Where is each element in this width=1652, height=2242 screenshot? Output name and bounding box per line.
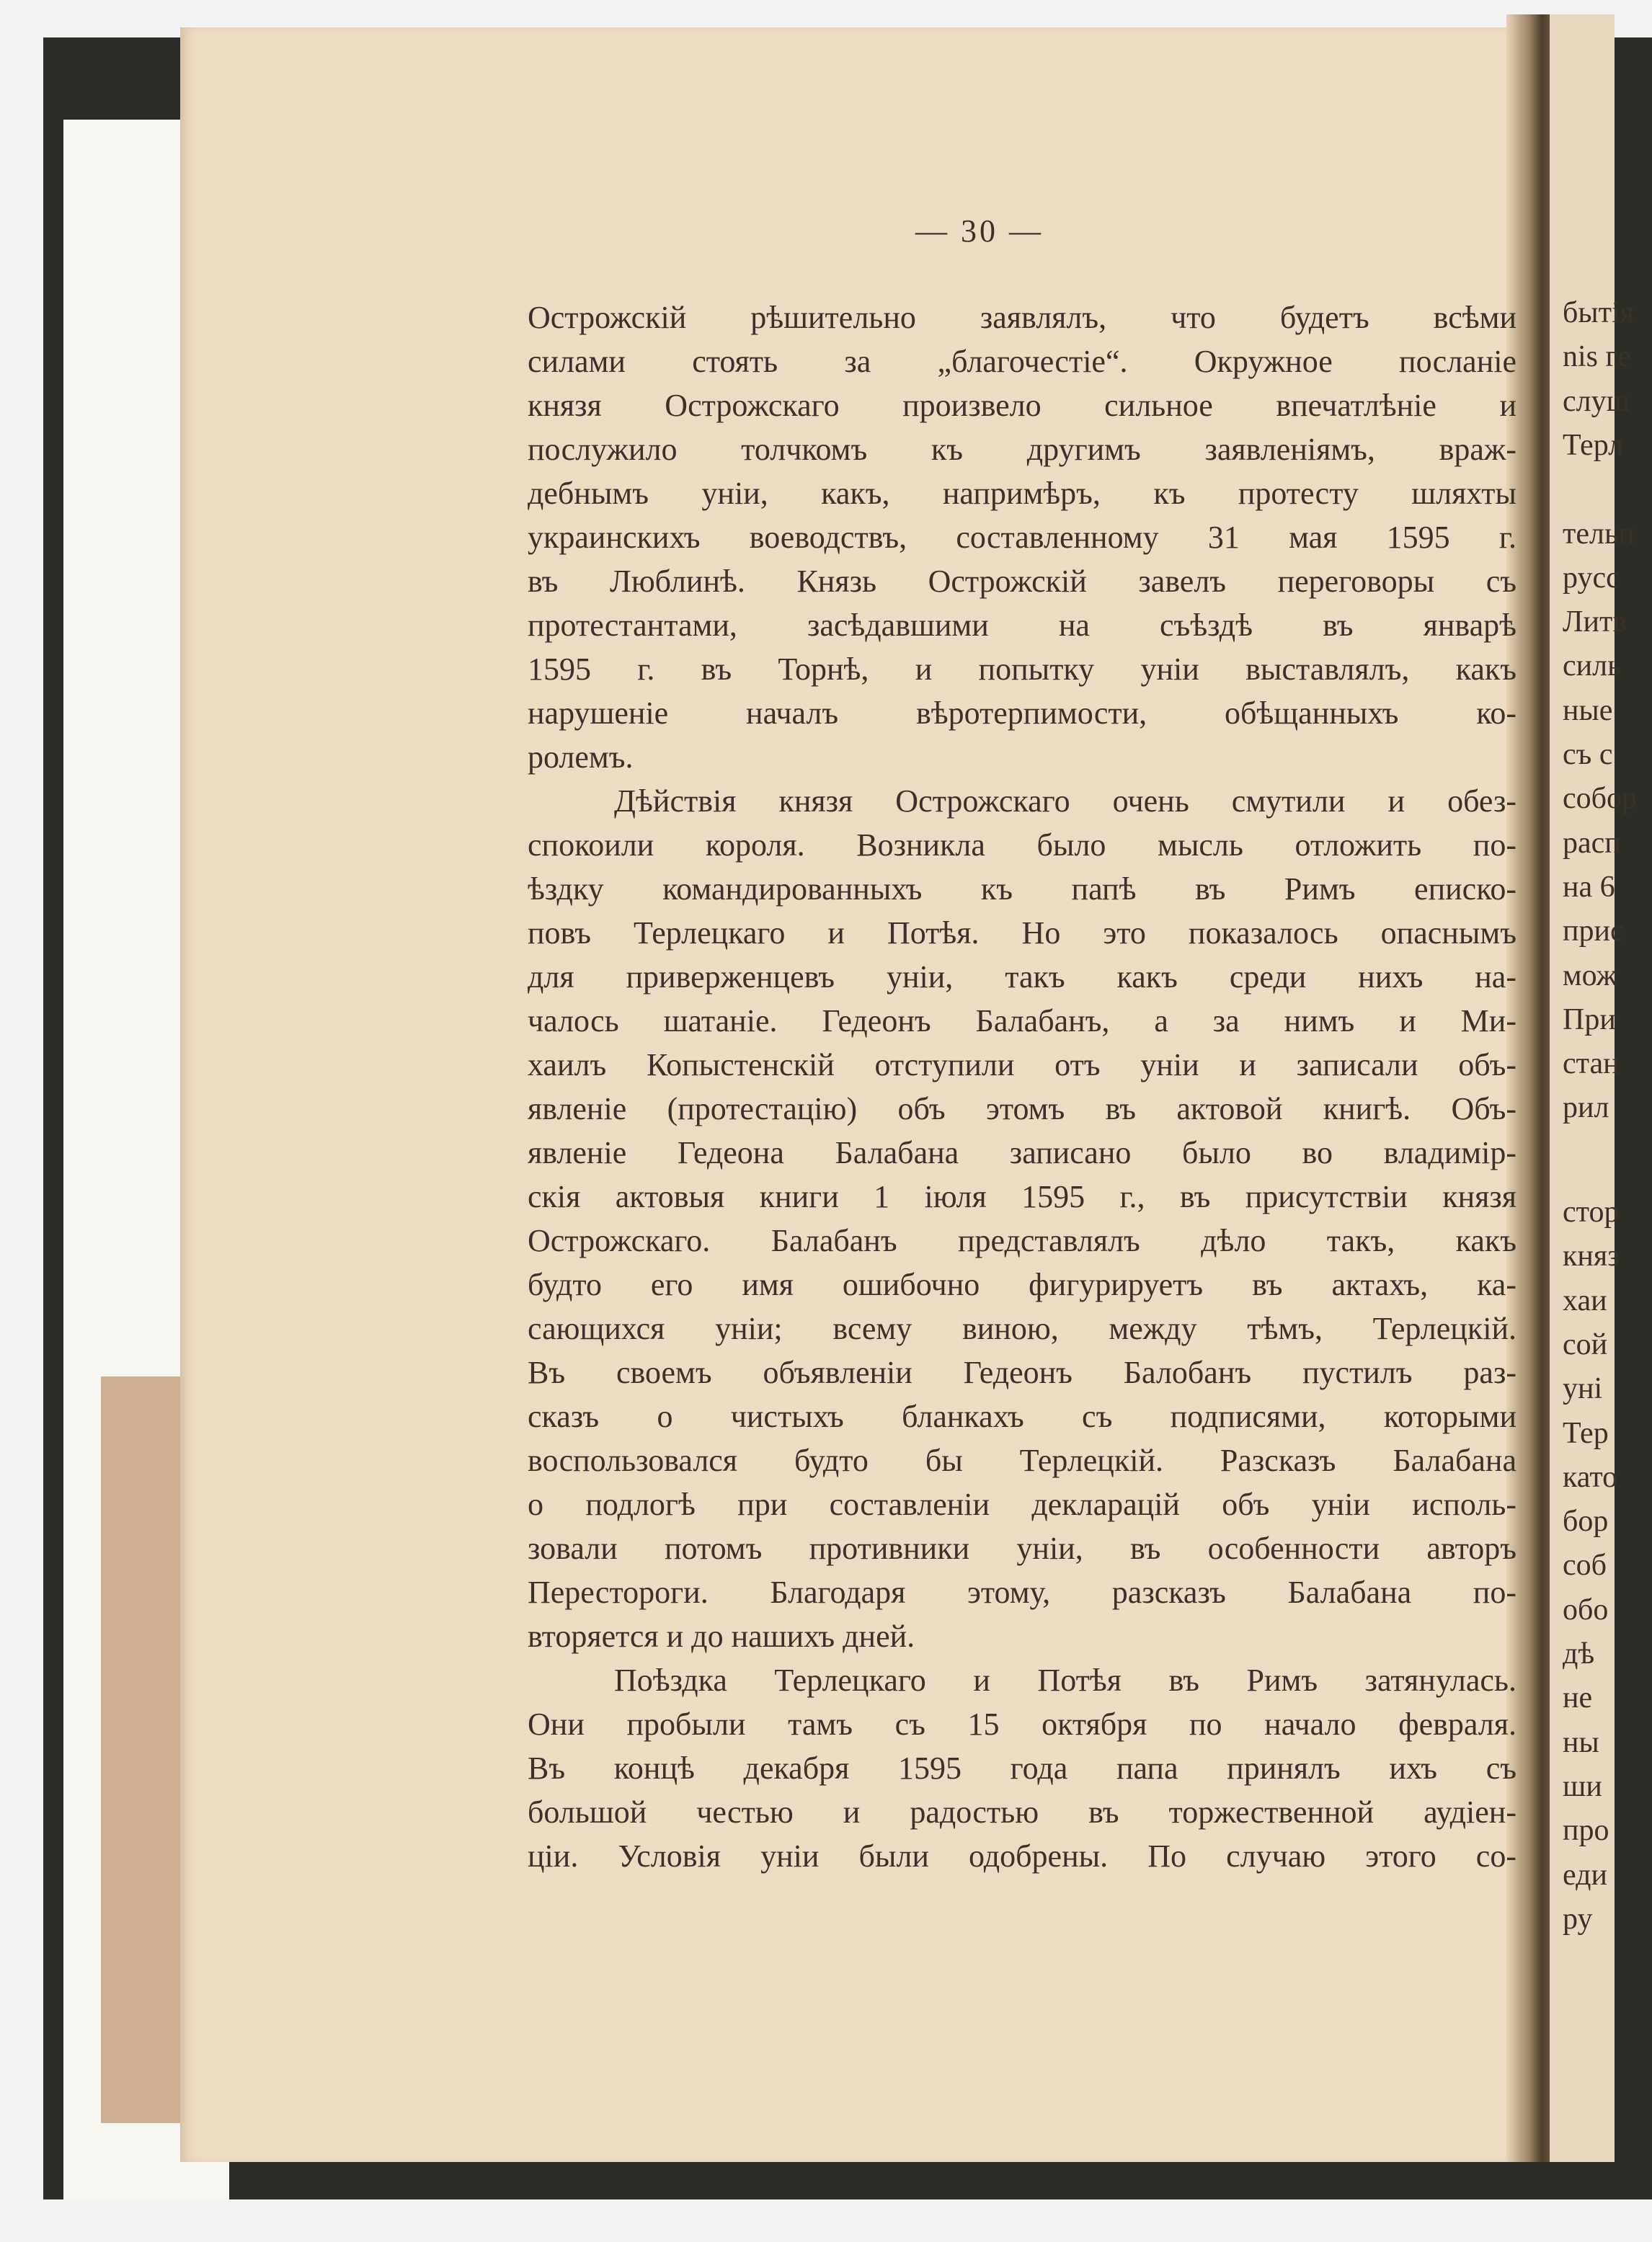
text-line: будто его имя ошибочно фигурируетъ въ актахъ, ка- <box>528 1267 1516 1302</box>
next-page-fragment: обо <box>1563 1593 1609 1627</box>
text-line: въ Люблинѣ. Князь Острожскій завелъ переговоры съ <box>528 564 1516 599</box>
text-line: нарушеніе началъ вѣротерпимости, обѣщанныхъ ко- <box>528 695 1516 731</box>
text-line: явленіе (протестацію) объ этомъ въ актовой книгѣ. Объ- <box>528 1091 1516 1126</box>
next-page-fragment: княз <box>1563 1240 1620 1273</box>
text-line: Дѣйствія князя Острожскаго очень смутили и обез- <box>614 783 1516 819</box>
text-line: зовали потомъ противники уніи, въ особенности авторъ <box>528 1531 1516 1566</box>
next-page-fragment: соб <box>1563 1549 1607 1582</box>
next-page-fragment: Терл <box>1563 429 1624 462</box>
next-page-fragment: сой <box>1563 1328 1608 1361</box>
text-line: послужило толчкомъ къ другимъ заявленіямъ, враж- <box>528 432 1516 467</box>
next-page-fragment: nis ге <box>1563 340 1631 373</box>
text-line: силами стоять за „благочестіе“. Окружное посланіе <box>528 344 1516 379</box>
text-line: Острожскій рѣшительно заявлялъ, что будетъ всѣми <box>528 300 1516 335</box>
next-page-fragment: на 6 <box>1563 871 1615 904</box>
next-page-fragment: собор <box>1563 782 1638 815</box>
text-line: ролемъ. <box>528 739 634 775</box>
text-line: большой честью и радостью въ торжественной аудіен- <box>528 1794 1516 1830</box>
text-line: Въ своемъ объявленіи Гедеонъ Балобанъ пустилъ раз- <box>528 1355 1516 1390</box>
next-page-fragment: силь <box>1563 649 1622 682</box>
next-page-fragment: Тер <box>1563 1417 1609 1450</box>
text-line: протестантами, засѣдавшими на съѣздѣ въ январѣ <box>528 608 1516 643</box>
text-line: сказъ о чистыхъ бланкахъ съ подписями, которыми <box>528 1399 1516 1434</box>
text-line: Перестороги. Благодаря этому, разсказъ Балабана по- <box>528 1575 1516 1610</box>
next-page-fragment: уні <box>1563 1372 1603 1405</box>
next-page-fragment: При <box>1563 1003 1616 1036</box>
text-line: воспользовался будто бы Терлецкій. Разсказъ Балабана <box>528 1443 1516 1478</box>
text-line: ѣздку командированныхъ къ папѣ въ Римъ еписко- <box>528 871 1516 907</box>
text-line: Они пробыли тамъ съ 15 октября по начало февраля. <box>528 1707 1516 1742</box>
next-page-fragment: не <box>1563 1681 1593 1714</box>
next-page-fragment: про <box>1563 1814 1609 1847</box>
next-page-fragment: ные <box>1563 694 1613 727</box>
next-page-fragment: като <box>1563 1461 1618 1494</box>
next-page-fragment: тельн <box>1563 517 1635 551</box>
body-text <box>528 295 1516 1878</box>
next-page-fragment: съ с <box>1563 738 1613 771</box>
text-line: украинскихъ воеводствъ, составленному 31 мая 1595 г. <box>528 520 1516 555</box>
text-line: хаилъ Копыстенскій отступили отъ уніи и записали объ- <box>528 1047 1516 1082</box>
text-line: спокоили короля. Возникла было мысль отложить по- <box>528 827 1516 863</box>
text-line: Острожскаго. Балабанъ представлялъ дѣло такъ, какъ <box>528 1223 1516 1258</box>
text-line: вторяется и до нашихъ дней. <box>528 1619 915 1654</box>
next-page-fragment: русс <box>1563 561 1620 595</box>
next-page-fragment: хаи <box>1563 1284 1607 1317</box>
text-line: повъ Терлецкаго и Потѣя. Но это показалось опаснымъ <box>528 915 1516 951</box>
next-page-fragment: ши <box>1563 1770 1602 1803</box>
text-line: о подлогѣ при составленіи декларацій объ уніи исполь- <box>528 1487 1516 1522</box>
next-page-text <box>1563 295 1638 1952</box>
text-line: чалось шатаніе. Гедеонъ Балабанъ, а за нимъ и Ми- <box>528 1003 1516 1038</box>
next-page-fragment: рил <box>1563 1091 1609 1124</box>
text-line: сающихся уніи; всему виною, между тѣмъ, Терлецкій. <box>528 1311 1516 1346</box>
text-line: явленіе Гедеона Балабана записано было во владимір- <box>528 1135 1516 1170</box>
next-page-fragment: стор <box>1563 1196 1620 1229</box>
next-page-fragment: расп <box>1563 827 1621 860</box>
text-line: ціи. Условія уніи были одобрены. По случаю этого со- <box>528 1838 1516 1874</box>
text-line: Поѣздка Терлецкаго и Потѣя въ Римъ затянулась. <box>614 1663 1516 1698</box>
text-line: для приверженцевъ уніи, такъ какъ среди нихъ на- <box>528 959 1516 995</box>
next-page-fragment: ны <box>1563 1726 1599 1759</box>
next-page-fragment: слуш <box>1563 385 1630 418</box>
next-page-fragment: прис <box>1563 915 1624 948</box>
next-page-fragment: еди <box>1563 1859 1607 1892</box>
next-page-fragment: Литв <box>1563 605 1627 639</box>
next-page-fragment: бор <box>1563 1505 1609 1538</box>
text-line: дебнымъ уніи, какъ, напримѣръ, къ протесту шляхты <box>528 476 1516 511</box>
text-line: скія актовыя книги 1 іюля 1595 г., въ присутствіи князя <box>528 1179 1516 1214</box>
text-line: 1595 г. въ Торнѣ, и попытку уніи выставлялъ, какъ <box>528 651 1516 687</box>
page-number: — 30 — <box>915 213 1044 249</box>
text-line: Въ концѣ декабря 1595 года папа принялъ ихъ съ <box>528 1751 1516 1786</box>
text-line: князя Острожскаго произвело сильное впечатлѣніе и <box>528 388 1516 423</box>
next-page-fragment: дѣ <box>1563 1637 1595 1671</box>
next-page-fragment: стан <box>1563 1047 1620 1080</box>
next-page-fragment: ру <box>1563 1903 1593 1936</box>
next-page-fragment: мож <box>1563 959 1617 992</box>
next-page-fragment: бытія <box>1563 296 1634 329</box>
